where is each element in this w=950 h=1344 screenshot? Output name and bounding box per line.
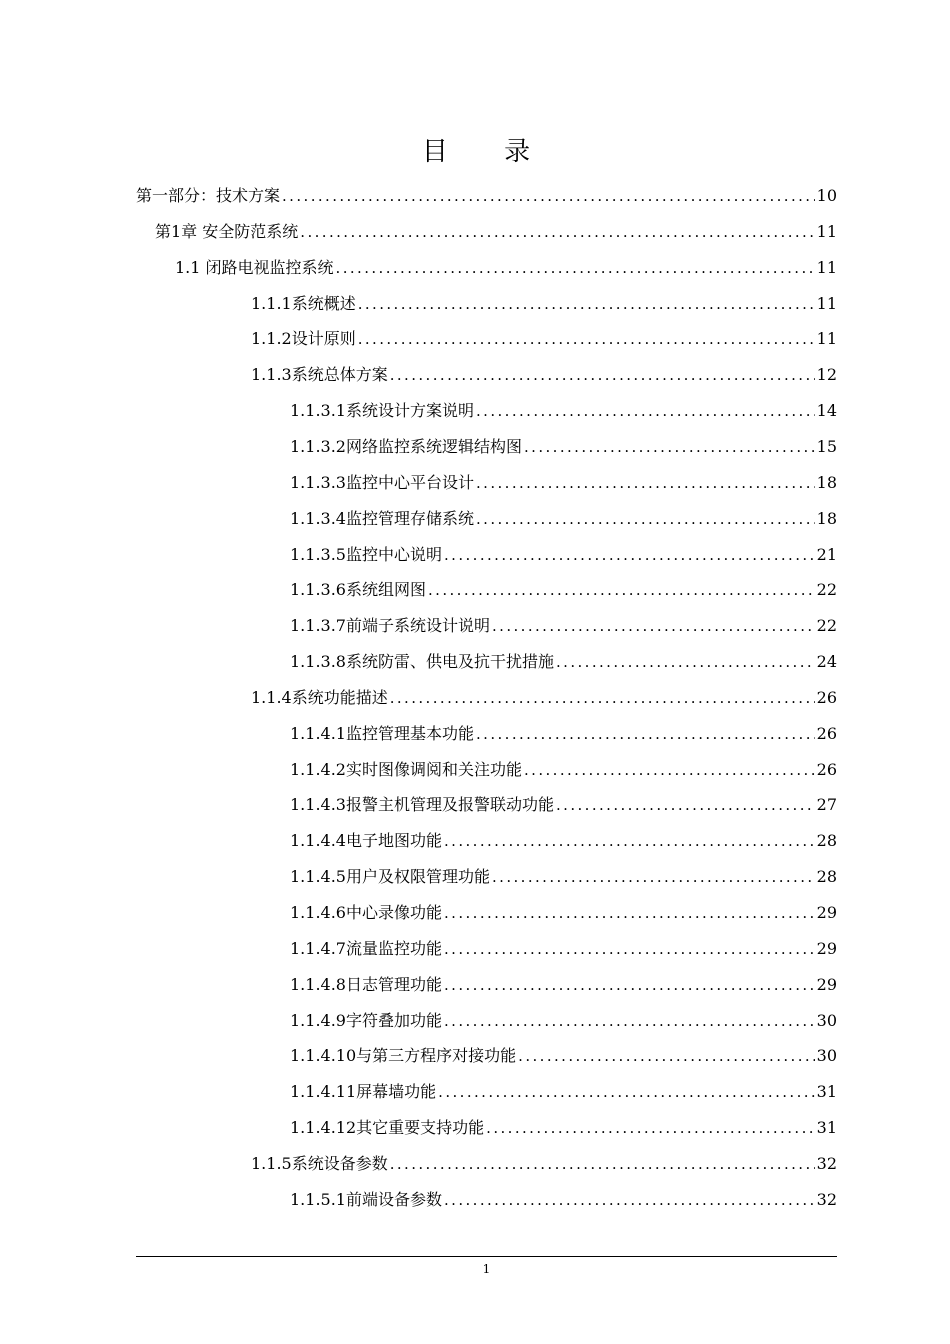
toc-entry-page: 30 (816, 1010, 837, 1030)
toc-entry-label: 1.1.4.5用户及权限管理功能 (290, 867, 490, 887)
toc-entry-page: 31 (816, 1118, 837, 1138)
toc-entry[interactable] (290, 973, 837, 997)
toc-entry-label: 1.1.4.2实时图像调阅和关注功能 (290, 759, 522, 779)
toc-leader-dots (476, 507, 815, 531)
toc-entry-page: 11 (816, 293, 837, 313)
toc-entry[interactable] (290, 829, 837, 853)
toc-leader-dots (556, 650, 815, 674)
toc-leader-dots (282, 184, 815, 208)
toc-leader-dots (336, 256, 815, 280)
toc-entry-label: 1.1.5系统设备参数 (251, 1153, 388, 1173)
toc-entry-label: 1.1.4系统功能描述 (251, 687, 388, 707)
toc-entry-label: 1.1.1系统概述 (251, 293, 356, 313)
toc-entry-label: 1.1.3.2网络监控系统逻辑结构图 (290, 436, 522, 456)
toc-entry[interactable] (290, 937, 837, 961)
toc-entry[interactable] (290, 758, 837, 782)
toc-leader-dots (300, 220, 814, 244)
toc-entry-page: 11 (816, 221, 837, 241)
toc-entry-page: 15 (816, 436, 837, 456)
toc-leader-dots (444, 1009, 815, 1033)
footer-divider (136, 1256, 837, 1257)
toc-leader-dots (476, 722, 815, 746)
toc-entry-label: 1.1.4.9字符叠加功能 (290, 1010, 442, 1030)
toc-entry-page: 26 (816, 723, 837, 743)
toc-leader-dots (390, 686, 815, 710)
toc-leader-dots (476, 399, 815, 423)
toc-leader-dots (390, 363, 815, 387)
toc-entry-label: 1.1.3.6系统组网图 (290, 580, 426, 600)
toc-entry-label: 1.1.4.6中心录像功能 (290, 903, 442, 922)
toc-leader-dots (556, 793, 815, 817)
toc-entry-label: 1.1.3.1系统设计方案说明 (290, 401, 474, 421)
page-number: 1 (482, 1262, 491, 1276)
toc-entry-page: 10 (816, 186, 837, 205)
toc-leader-dots (444, 901, 815, 925)
toc-entry-page: 22 (816, 616, 837, 636)
toc-entry-label: 1.1.3.8系统防雷、供电及抗干扰措施 (290, 652, 554, 672)
toc-entry[interactable] (290, 614, 837, 638)
toc-entry[interactable] (290, 1080, 837, 1104)
toc-entry[interactable] (290, 578, 837, 602)
toc-entry[interactable] (290, 793, 837, 817)
toc-entry[interactable] (290, 543, 837, 567)
toc-entry-page: 18 (816, 508, 837, 528)
toc-entry-page: 30 (816, 1046, 837, 1066)
toc-entry[interactable] (175, 256, 837, 280)
toc-entry[interactable] (290, 399, 837, 423)
toc-entry[interactable] (290, 865, 837, 889)
toc-entry[interactable] (251, 292, 837, 316)
toc-entry-page: 26 (816, 687, 837, 707)
toc-entry-label: 第一部分：技术方案 (136, 186, 281, 205)
toc-entry-page: 32 (816, 1189, 837, 1209)
toc-leader-dots (358, 292, 815, 316)
toc-leader-dots (524, 758, 815, 782)
toc-entry-page: 26 (816, 759, 837, 779)
toc-entry[interactable] (155, 220, 837, 244)
toc-entry[interactable] (290, 471, 837, 495)
toc-entry-label: 1.1.4.1监控管理基本功能 (290, 723, 474, 743)
toc-entry-label: 1.1.4.11屏幕墙功能 (290, 1082, 437, 1102)
toc-entry-label: 1.1.3.4监控管理存储系统 (290, 508, 474, 528)
toc-entry-label: 1.1.3.7前端子系统设计说明 (290, 616, 490, 636)
toc-entry-page: 24 (816, 652, 837, 672)
toc-entry[interactable] (290, 650, 837, 674)
toc-entry[interactable] (290, 1116, 837, 1140)
toc-leader-dots (444, 829, 815, 853)
toc-entry[interactable] (251, 363, 837, 387)
toc-entry-page: 11 (816, 257, 837, 277)
toc-leader-dots (444, 937, 815, 961)
toc-leader-dots (492, 614, 815, 638)
toc-entry-page: 14 (816, 401, 837, 421)
toc-entry-page: 21 (816, 544, 837, 564)
toc-leader-dots (444, 973, 815, 997)
toc-entry[interactable] (290, 722, 837, 746)
toc-entry[interactable] (290, 1044, 837, 1068)
toc-leader-dots (524, 435, 815, 459)
toc-entry-page: 31 (816, 1082, 837, 1102)
toc-entry-page: 28 (816, 867, 837, 887)
toc-entry-page: 11 (816, 329, 837, 349)
toc-entry-label: 1.1.4.8日志管理功能 (290, 974, 442, 994)
toc-entry[interactable] (136, 184, 837, 208)
toc-entry-page: 29 (816, 903, 837, 922)
toc-leader-dots (444, 1188, 815, 1212)
toc-entry-page: 12 (816, 365, 837, 385)
toc-entry[interactable] (290, 901, 837, 925)
toc-leader-dots (486, 1116, 814, 1140)
toc-leader-dots (358, 327, 815, 351)
toc-entry[interactable] (251, 327, 837, 351)
toc-entry-label: 1.1.4.10与第三方程序对接功能 (290, 1046, 517, 1066)
toc-entry[interactable] (290, 507, 837, 531)
toc-leader-dots (492, 865, 815, 889)
toc-entry-label: 第1章 安全防范系统 (155, 221, 299, 241)
toc-entry-label: 1.1.3系统总体方案 (251, 365, 388, 385)
toc-leader-dots (390, 1152, 815, 1176)
toc-entry-label: 1.1.3.3监控中心平台设计 (290, 472, 474, 492)
toc-leader-dots (476, 471, 815, 495)
toc-leader-dots (438, 1080, 814, 1104)
toc-entry-label: 1.1.3.5监控中心说明 (290, 544, 442, 564)
toc-entry[interactable] (290, 1188, 837, 1212)
toc-leader-dots (444, 543, 815, 567)
toc-entry-page: 18 (816, 472, 837, 492)
toc-entry[interactable] (251, 1152, 837, 1176)
toc-entry-label: 1.1.4.3报警主机管理及报警联动功能 (290, 795, 554, 815)
toc-entry[interactable] (290, 1009, 837, 1033)
toc-leader-dots (428, 578, 815, 602)
toc-entry[interactable] (290, 435, 837, 459)
toc-entry-label: 1.1.4.4电子地图功能 (290, 831, 442, 851)
toc-entry[interactable] (251, 686, 837, 710)
toc-entry-label: 1.1.4.7流量监控功能 (290, 938, 442, 958)
toc-entry-page: 27 (816, 795, 837, 815)
toc-entry-page: 22 (816, 580, 837, 600)
toc-entry-label: 1.1 闭路电视监控系统 (175, 257, 334, 277)
toc-entry-page: 29 (816, 938, 837, 958)
toc-entry-label: 1.1.2设计原则 (251, 329, 356, 349)
toc-entry-label: 1.1.4.12其它重要支持功能 (290, 1118, 485, 1138)
toc-entry-page: 32 (816, 1153, 837, 1173)
toc-entry-label: 1.1.5.1前端设备参数 (290, 1189, 442, 1209)
toc-entry-page: 29 (816, 974, 837, 994)
toc-leader-dots (518, 1044, 814, 1068)
toc-title: 目 录 (421, 137, 555, 167)
toc-entry-page: 28 (816, 831, 837, 851)
